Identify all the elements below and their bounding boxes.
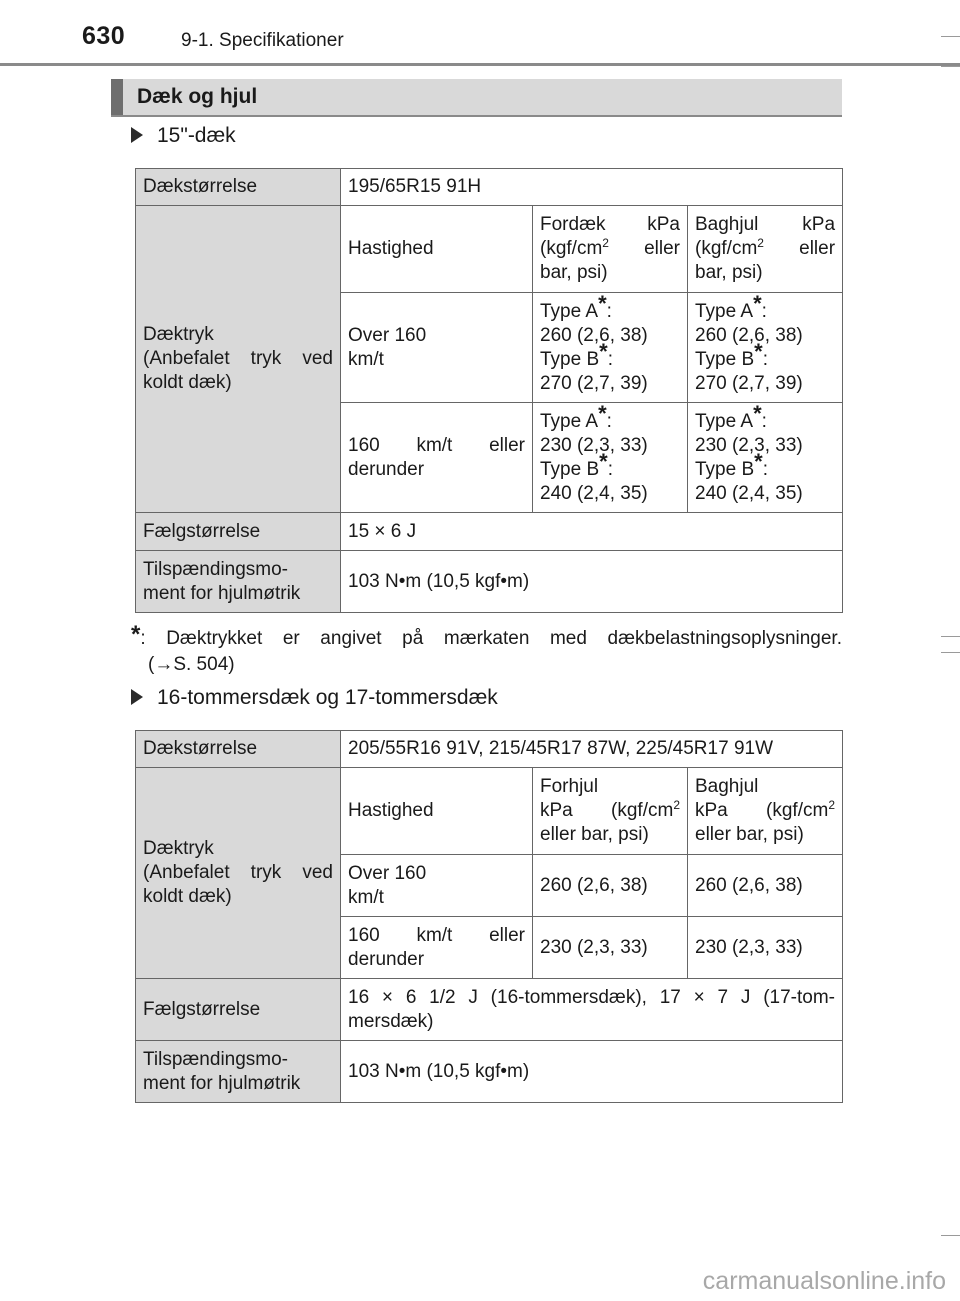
table-row (136, 1041, 843, 1103)
speed-over-160: Over 160 km/t (341, 293, 533, 403)
torque-value: 103 N•m (10,5 kgf•m) (341, 551, 843, 613)
table1-heading-text: 15"-dæk (157, 124, 236, 147)
speed-label: Hastighed (341, 206, 533, 293)
pressure-label (136, 768, 341, 979)
table-row (136, 513, 843, 551)
rear-header-line2: ($kgf/cm^2$ eller (695, 236, 836, 259)
section-header (111, 79, 842, 117)
section-accent (111, 79, 123, 115)
crop-mark (941, 36, 960, 37)
rim-size-value: 16 × 6 1/2 J (16-tommersdæk), 17 × 7 J (17-tom-mersdæk) (341, 979, 843, 1041)
tire-size-label: Dækstørrelse (136, 169, 341, 206)
table-row (136, 768, 843, 855)
speed-over-160: Over 160 km/t (341, 855, 533, 917)
table1-heading (131, 124, 236, 148)
speed-label: Hastighed (341, 768, 533, 855)
pressure-label-line2: (Anbefalet tryk ved koldt dæk) (143, 348, 333, 393)
table-row (136, 206, 843, 293)
front-pressure-under: 230 (2,3, 33) (533, 917, 688, 979)
pressure-label-line2: (Anbefalet tryk ved koldt dæk) (143, 862, 333, 907)
table2-heading (131, 686, 498, 710)
front-header (533, 206, 688, 293)
rear-pressure-under: Type A*: 230 (2,3, 33) Type B*: 240 (2,4, 35) (688, 403, 843, 513)
rear-header (688, 206, 843, 293)
chapter-title: 9-1. Specifikationer (181, 30, 344, 51)
front-header-line2: ($kgf/cm^2$ eller (540, 236, 680, 259)
rim-size-label: Fælgstørrelse (136, 979, 341, 1041)
tire-size-value: 205/55R16 91V, 215/45R17 87W, 225/45R17 91W (341, 731, 843, 768)
rear-pressure-over: Type A*: 260 (2,6, 38) Type B*: 270 (2,7, 39) (688, 293, 843, 403)
bullet-triangle-icon (131, 127, 143, 143)
front-header: Forhjul kPa ($kgf/cm^2$ eller bar, psi) (533, 768, 688, 855)
torque-label: Tilspændingsmo- ment for hjulmøtrik (136, 551, 341, 613)
pressure-label-line1: Dæktryk (143, 838, 214, 859)
rear-pressure-over: 260 (2,6, 38) (688, 855, 843, 917)
page-number: 630 (82, 22, 126, 50)
rear-header-line3: bar, psi) (695, 262, 763, 283)
tire-spec-table-15 (135, 168, 843, 613)
crop-mark (941, 636, 960, 637)
section-title: Dæk og hjul (137, 85, 258, 108)
tire-spec-table-16-17 (135, 730, 843, 1103)
front-pressure-over: 260 (2,6, 38) (533, 855, 688, 917)
front-header-line1: Fordæk kPa (540, 214, 680, 235)
crop-mark (941, 66, 960, 67)
table-row (136, 551, 843, 613)
table-row (136, 979, 843, 1041)
speed-under-160: 160 km/t eller derunder (341, 917, 533, 979)
torque-value: 103 N•m (10,5 kgf•m) (341, 1041, 843, 1103)
rear-header: Baghjul kPa ($kgf/cm^2$ eller bar, psi) (688, 768, 843, 855)
crop-mark (941, 652, 960, 653)
crop-mark (941, 1235, 960, 1236)
pressure-label (136, 206, 341, 513)
bullet-triangle-icon (131, 689, 143, 705)
table-row (136, 169, 843, 206)
footnote-line2: (→S. 504) (148, 654, 235, 675)
front-header-line3: bar, psi) (540, 262, 608, 283)
watermark: carmanualsonline.info (702, 1267, 946, 1295)
speed-under-160: 160 km/t eller derunder (341, 403, 533, 513)
header-rule (0, 63, 960, 66)
rear-header-line1: Baghjul kPa (695, 214, 836, 235)
torque-label: Tilspændingsmo- ment for hjulmøtrik (136, 1041, 341, 1103)
footnote (131, 622, 842, 678)
front-pressure-under: Type A*: 230 (2,3, 33) Type B*: 240 (2,4, 35) (533, 403, 688, 513)
front-pressure-over: Type A*: 260 (2,6, 38) Type B*: 270 (2,7, 39) (533, 293, 688, 403)
tire-size-value: 195/65R15 91H (341, 169, 843, 206)
tire-size-label: Dækstørrelse (136, 731, 341, 768)
rim-size-value: 15 × 6 J (341, 513, 843, 551)
footnote-line1: *: Dæktrykket er angivet på mærkaten med dækbelastningsoplysninger. (131, 621, 842, 649)
rim-size-label: Fælgstørrelse (136, 513, 341, 551)
table2-heading-text: 16-tommersdæk og 17-tommersdæk (157, 686, 498, 709)
pressure-label-line1: Dæktryk (143, 324, 214, 345)
rear-pressure-under: 230 (2,3, 33) (688, 917, 843, 979)
table-row (136, 731, 843, 768)
